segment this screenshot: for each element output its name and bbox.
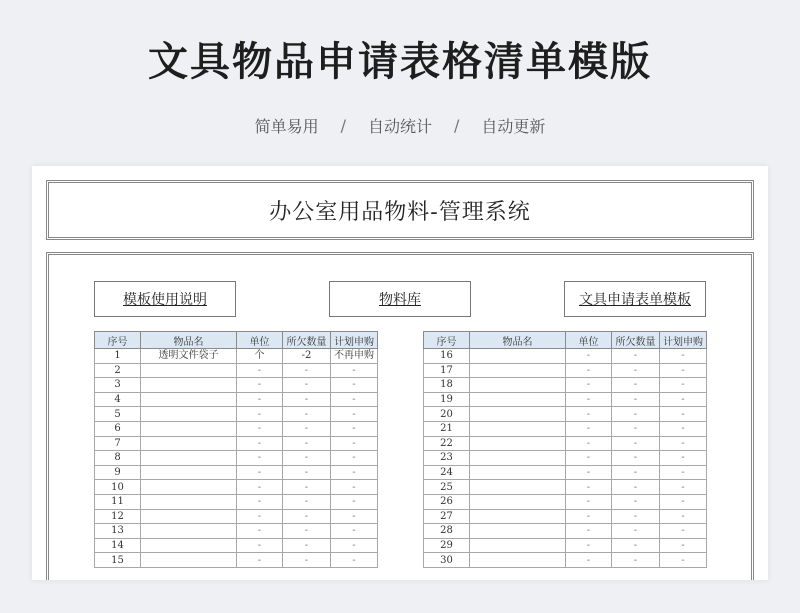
table-row [424,378,707,393]
cell-item-name[interactable] [470,509,566,524]
cell-owed-qty[interactable]: - [283,509,331,524]
cell-no[interactable]: 24 [424,465,470,480]
cell-item-name[interactable] [470,553,566,568]
cell-unit[interactable]: - [237,363,283,378]
cell-planned-purchase[interactable]: - [660,538,707,553]
cell-planned-purchase[interactable]: - [660,480,707,495]
cell-no[interactable]: 19 [424,392,470,407]
table-row [424,363,707,378]
system-title-box [46,180,754,240]
cell-planned-purchase[interactable]: - [660,421,707,436]
header-owed-qty: 所欠数量 [612,332,660,349]
table-row [95,553,378,568]
table-row [424,436,707,451]
cell-owed-qty[interactable]: - [283,363,331,378]
table-row [424,451,707,466]
cell-owed-qty[interactable]: - [612,407,660,422]
table-row [424,480,707,495]
cell-owed-qty[interactable]: - [612,524,660,539]
cell-no[interactable]: 1 [95,349,141,364]
cell-owed-qty[interactable]: - [612,451,660,466]
cell-owed-qty[interactable]: - [283,480,331,495]
cell-owed-qty[interactable]: - [612,392,660,407]
cell-item-name[interactable] [470,465,566,480]
table-row [95,407,378,422]
cell-item-name[interactable] [470,363,566,378]
cell-owed-qty[interactable]: - [612,436,660,451]
table-row [424,524,707,539]
cell-owed-qty[interactable]: - [612,349,660,364]
cell-unit[interactable]: - [237,451,283,466]
cell-item-name[interactable] [141,480,237,495]
cell-owed-qty[interactable]: - [283,494,331,509]
cell-no[interactable]: 4 [95,392,141,407]
cell-planned-purchase[interactable]: - [660,407,707,422]
system-title: 办公室用品物料-管理系统 [269,199,531,225]
cell-unit[interactable]: - [566,509,612,524]
cell-planned-purchase[interactable]: - [331,451,378,466]
cell-no[interactable]: 27 [424,509,470,524]
cell-planned-purchase[interactable]: - [660,363,707,378]
cell-owed-qty[interactable]: - [612,553,660,568]
header-item-name: 物品名 [141,332,237,349]
template-instructions-button[interactable]: 模板使用说明 [94,281,236,317]
cell-unit[interactable]: - [237,538,283,553]
cell-item-name[interactable] [141,451,237,466]
spreadsheet-preview [32,166,768,580]
cell-no[interactable]: 20 [424,407,470,422]
cell-planned-purchase[interactable]: - [660,392,707,407]
cell-item-name[interactable] [141,436,237,451]
cell-owed-qty[interactable]: - [283,392,331,407]
table-row [95,421,378,436]
header-owed-qty: 所欠数量 [283,332,331,349]
tag-separator: / [340,116,346,135]
cell-unit[interactable]: - [237,494,283,509]
cell-no[interactable]: 13 [95,524,141,539]
cell-unit[interactable]: - [566,494,612,509]
cell-item-name[interactable] [470,480,566,495]
cell-planned-purchase[interactable]: - [331,421,378,436]
cell-item-name[interactable] [470,349,566,364]
cell-unit[interactable]: - [566,349,612,364]
table-row [95,349,378,364]
table-row [95,524,378,539]
header-no: 序号 [95,332,141,349]
cell-planned-purchase[interactable]: - [331,392,378,407]
cell-owed-qty[interactable]: - [612,378,660,393]
cell-owed-qty[interactable]: - [612,538,660,553]
cell-planned-purchase[interactable]: - [331,407,378,422]
header-no: 序号 [424,332,470,349]
cell-item-name[interactable] [141,553,237,568]
cell-item-name[interactable] [470,378,566,393]
cell-unit[interactable]: - [237,378,283,393]
cell-no[interactable]: 18 [424,378,470,393]
cell-unit[interactable]: - [237,392,283,407]
cell-item-name[interactable] [141,465,237,480]
cell-planned-purchase[interactable]: - [660,553,707,568]
cell-owed-qty[interactable]: - [283,378,331,393]
cell-item-name[interactable] [141,421,237,436]
cell-planned-purchase[interactable]: 不再申购 [331,349,378,364]
table-row [95,509,378,524]
cell-owed-qty[interactable]: - [283,465,331,480]
cell-item-name[interactable] [470,407,566,422]
feature-tags [0,114,800,137]
table-row [95,465,378,480]
cell-unit[interactable]: - [566,524,612,539]
cell-planned-purchase[interactable]: - [660,494,707,509]
cell-planned-purchase[interactable]: - [331,538,378,553]
table-row [424,553,707,568]
table-row [95,436,378,451]
cell-no[interactable]: 10 [95,480,141,495]
cell-unit[interactable]: - [566,363,612,378]
cell-no[interactable]: 25 [424,480,470,495]
table-row [95,451,378,466]
cell-no[interactable]: 30 [424,553,470,568]
cell-no[interactable]: 16 [424,349,470,364]
cell-planned-purchase[interactable]: - [331,363,378,378]
table-row [95,494,378,509]
cell-item-name[interactable] [141,538,237,553]
cell-unit[interactable]: - [566,421,612,436]
cell-item-name[interactable] [141,509,237,524]
tag-separator: / [454,116,460,135]
cell-owed-qty[interactable]: - [612,494,660,509]
cell-unit[interactable]: - [566,407,612,422]
cell-no[interactable]: 17 [424,363,470,378]
cell-owed-qty[interactable]: - [283,407,331,422]
table-row [95,538,378,553]
cell-unit[interactable]: - [237,465,283,480]
cell-planned-purchase[interactable]: - [660,451,707,466]
cell-no[interactable]: 3 [95,378,141,393]
cell-owed-qty[interactable]: -2 [283,349,331,364]
items-table-right [423,331,707,568]
cell-item-name[interactable] [470,494,566,509]
table-row [424,465,707,480]
header-unit: 单位 [237,332,283,349]
table-row [95,480,378,495]
page-title: 文具物品申请表格清单模版 [148,39,652,85]
cell-owed-qty[interactable]: - [283,553,331,568]
cell-owed-qty[interactable]: - [283,538,331,553]
cell-unit[interactable]: - [237,553,283,568]
header-planned-purchase: 计划申购 [331,332,378,349]
cell-no[interactable]: 28 [424,524,470,539]
tag-auto-update: 自动更新 [481,117,546,136]
table-row [95,363,378,378]
cell-no[interactable]: 15 [95,553,141,568]
cell-no[interactable]: 2 [95,363,141,378]
cell-planned-purchase[interactable]: - [331,524,378,539]
cell-unit[interactable]: - [566,465,612,480]
cell-item-name[interactable] [141,407,237,422]
cell-unit[interactable]: - [566,538,612,553]
table-row [424,407,707,422]
cell-no[interactable]: 5 [95,407,141,422]
items-table-left [94,331,378,568]
cell-owed-qty[interactable]: - [283,436,331,451]
cell-item-name[interactable] [470,451,566,466]
cell-unit[interactable]: 个 [237,349,283,364]
cell-planned-purchase[interactable]: - [331,553,378,568]
cell-unit[interactable]: - [237,524,283,539]
cell-no[interactable]: 14 [95,538,141,553]
table-row [424,538,707,553]
cell-item-name[interactable] [141,378,237,393]
cell-no[interactable]: 26 [424,494,470,509]
cell-no[interactable]: 6 [95,421,141,436]
cell-owed-qty[interactable]: - [612,480,660,495]
cell-item-name[interactable] [470,392,566,407]
stationery-form-template-button[interactable]: 文具申请表单模板 [564,281,706,317]
cell-item-name[interactable] [141,524,237,539]
cell-planned-purchase[interactable]: - [331,494,378,509]
header-planned-purchase: 计划申购 [660,332,707,349]
cell-owed-qty[interactable]: - [612,465,660,480]
cell-planned-purchase[interactable]: - [331,480,378,495]
header-item-name: 物品名 [470,332,566,349]
cell-no[interactable]: 22 [424,436,470,451]
cell-owed-qty[interactable]: - [612,363,660,378]
cell-unit[interactable]: - [566,480,612,495]
cell-unit[interactable]: - [237,480,283,495]
cell-no[interactable]: 9 [95,465,141,480]
cell-item-name[interactable] [470,538,566,553]
cell-no[interactable]: 11 [95,494,141,509]
cell-planned-purchase[interactable]: - [331,436,378,451]
cell-unit[interactable]: - [566,378,612,393]
table-row [424,392,707,407]
cell-owed-qty[interactable]: - [612,509,660,524]
cell-no[interactable]: 29 [424,538,470,553]
cell-unit[interactable]: - [237,421,283,436]
cell-unit[interactable]: - [566,392,612,407]
cell-no[interactable]: 23 [424,451,470,466]
cell-owed-qty[interactable]: - [283,421,331,436]
cell-planned-purchase[interactable]: - [660,436,707,451]
cell-item-name[interactable] [141,363,237,378]
cell-unit[interactable]: - [237,509,283,524]
cell-planned-purchase[interactable]: - [331,509,378,524]
header-unit: 单位 [566,332,612,349]
cell-unit[interactable]: - [237,436,283,451]
materials-library-button[interactable]: 物料库 [329,281,471,317]
cell-no[interactable]: 7 [95,436,141,451]
cell-owed-qty[interactable]: - [283,524,331,539]
cell-item-name[interactable]: 透明文件袋子 [141,349,237,364]
cell-owed-qty[interactable]: - [612,421,660,436]
cell-unit[interactable]: - [566,451,612,466]
table-row [424,421,707,436]
cell-no[interactable]: 21 [424,421,470,436]
cell-item-name[interactable] [141,494,237,509]
cell-planned-purchase[interactable]: - [660,378,707,393]
cell-item-name[interactable] [470,421,566,436]
cell-planned-purchase[interactable]: - [331,378,378,393]
table-row [95,392,378,407]
cell-planned-purchase[interactable]: - [660,465,707,480]
cell-no[interactable]: 12 [95,509,141,524]
cell-unit[interactable]: - [237,407,283,422]
cell-unit[interactable]: - [566,553,612,568]
tag-easy: 简单易用 [254,117,319,136]
cell-planned-purchase[interactable]: - [660,349,707,364]
cell-planned-purchase[interactable]: - [331,465,378,480]
cell-planned-purchase[interactable]: - [660,509,707,524]
cell-unit[interactable]: - [566,436,612,451]
table-row [424,349,707,364]
cell-item-name[interactable] [470,524,566,539]
tag-auto-stats: 自动统计 [367,117,432,136]
cell-item-name[interactable] [470,436,566,451]
table-row [424,509,707,524]
cell-owed-qty[interactable]: - [283,451,331,466]
cell-item-name[interactable] [141,392,237,407]
table-row [424,494,707,509]
cell-no[interactable]: 8 [95,451,141,466]
table-row [95,378,378,393]
cell-planned-purchase[interactable]: - [660,524,707,539]
